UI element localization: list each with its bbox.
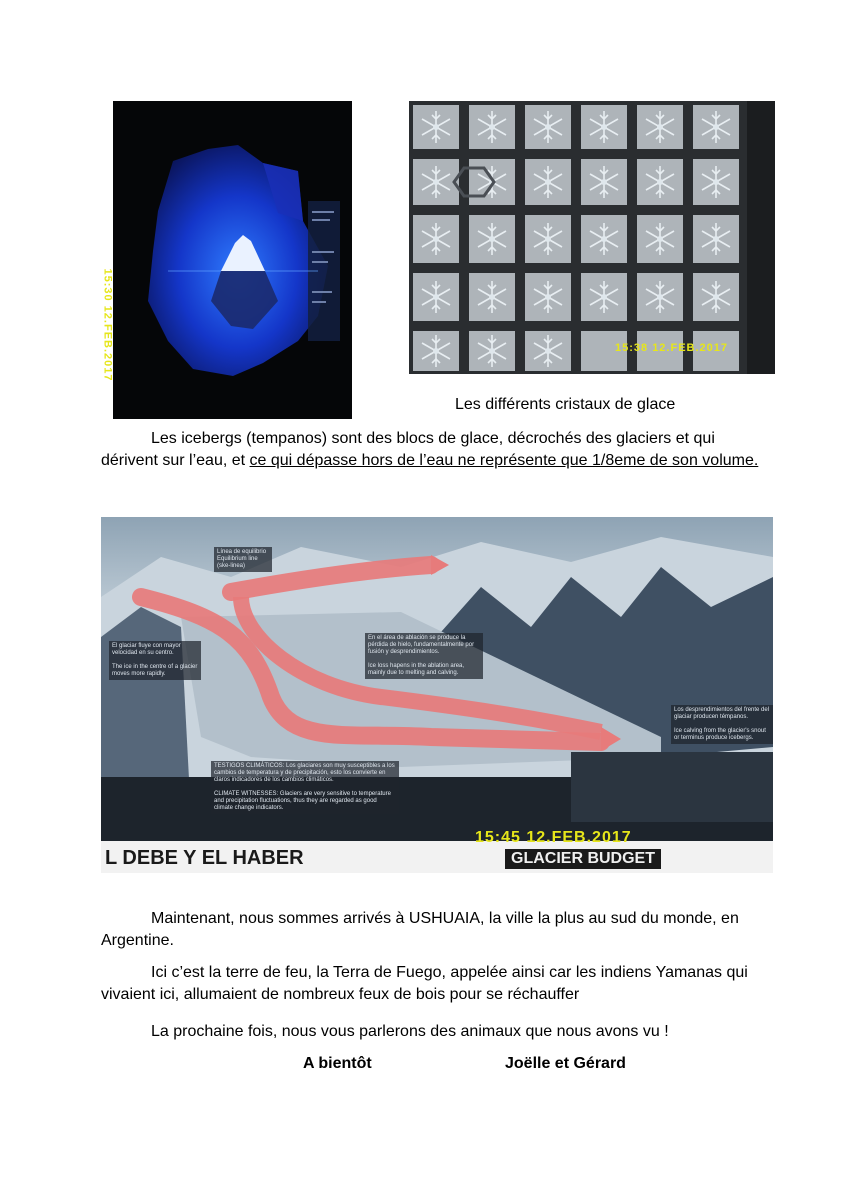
iceberg-illustration [113, 101, 352, 419]
signoff-signature: Joëlle et Gérard [505, 1055, 626, 1072]
iceberg-paragraph [101, 428, 761, 472]
next-time-paragraph-text: La prochaine fois, nous vous parlerons des animaux que nous avons vu ! [151, 1023, 669, 1040]
crystals-photo-timestamp: 15:38 12.FEB.2017 [615, 342, 729, 354]
climate-witnesses-label: TESTIGOS CLIMÁTICOS: Los glaciares son muy susceptibles a los cambios de temperatura y de precipitación, esto los convierte en claros indicadores de los cambios climáticos. CLIMATE WITNESSES: Glaciers are very sensitive to temperature and precipitation fluctuations, thus they are regarded as good climate change indicators. [211, 761, 399, 814]
ushuaia-paragraph-text: Maintenant, nous sommes arrivés à USHUAIA, la ville la plus au sud du monde, en Argentine. [101, 910, 739, 949]
next-time-paragraph [101, 1021, 761, 1043]
glacier-banner-left: L DEBE Y EL HABER [105, 847, 304, 869]
glacier-budget-photo [101, 517, 773, 873]
equilibrium-line-label: Línea de equilibrio Equilibrium line (ske-linea) [214, 547, 272, 572]
signoff-greeting: A bientôt [303, 1055, 372, 1072]
glacier-photo-timestamp: 15:45 12.FEB.2017 [475, 829, 632, 846]
iceberg-paragraph-text: Les icebergs (tempanos) sont des blocs de glace, décrochés des glaciers et qui dérivent sur l’eau, et [101, 430, 715, 469]
ushuaia-paragraph [101, 908, 761, 952]
glacier-banner-right: GLACIER BUDGET [505, 849, 661, 869]
iceberg-photo-timestamp: 15:30 12.FEB.2017 [101, 268, 114, 382]
tierra-del-fuego-paragraph-text: Ici c’est la terre de feu, la Terra de Fuego, appelée ainsi car les indiens Yamanas qui vivaient ici, allumaient de nombreux feux de bois pour se réchauffer [101, 964, 748, 1003]
crystal-grid [409, 101, 775, 374]
iceberg-volume-note: ce qui dépasse hors de l’eau ne représente que 1/8eme de son volume. [249, 452, 759, 469]
ablation-area-label: En el área de ablación se produce la pérdida de hielo, fundamentalmente por fusión y desprendimientos. Ice loss hapens in the ablation area, mainly due to melting and calving. [365, 633, 483, 679]
ice-crystals-photo [409, 101, 775, 374]
iceberg-photo [101, 101, 352, 419]
calving-label: Los desprendimientos del frente del glaciar producen témpanos. Ice calving from the glacier's snout or terminus produce icebergs. [671, 705, 773, 744]
glacier-centre-label: El glaciar fluye con mayor velocidad en su centro. The ice in the centre of a glacier moves more rapidly. [109, 641, 201, 680]
crystals-caption: Les différents cristaux de glace [455, 396, 676, 413]
tierra-del-fuego-paragraph [101, 962, 761, 1006]
glacier-landscape [101, 517, 773, 873]
